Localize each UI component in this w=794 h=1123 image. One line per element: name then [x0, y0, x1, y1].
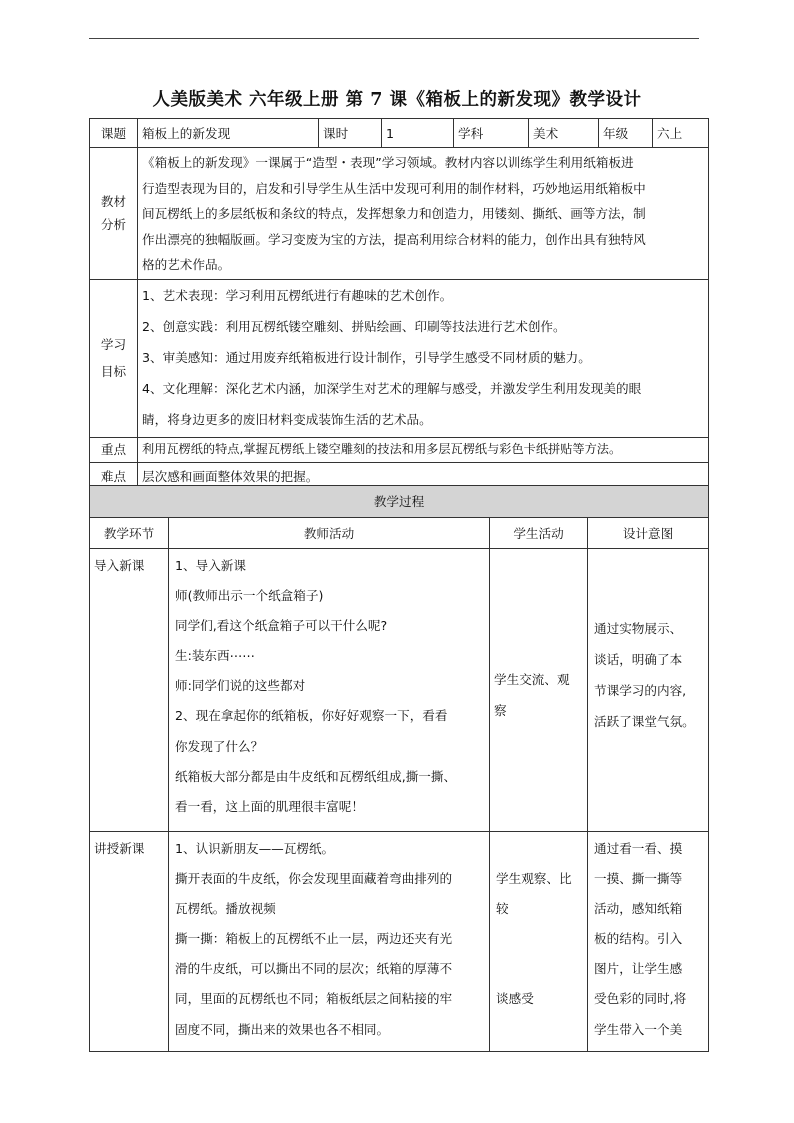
text-line: 1、艺术表现：学习利用瓦楞纸进行有趣味的艺术创作。: [142, 287, 453, 303]
text-line: 撕一撕：箱板上的瓦楞纸不止一层，两边还夹有光: [175, 931, 453, 947]
analysis-label: 教材 分析: [90, 148, 138, 280]
text-line: 4、文化理解：深化艺术内涵，加深学生对艺术的理解与感受，并激发学生利用发现美的眼: [142, 380, 642, 396]
text-line: 滑的牛皮纸，可以撕出不同的层次；纸箱的厚薄不: [175, 961, 453, 977]
text-line: 同，里面的瓦楞纸也不同；箱板纸层之间粘接的牢: [175, 991, 453, 1007]
header-rule: [89, 38, 699, 39]
teacher-activity: [169, 832, 490, 1052]
analysis-text: [138, 148, 709, 280]
grade-value: 六上: [653, 119, 709, 148]
design-intent: 通过实物展示、 谈话，明确了本 节课学习的内容, 活跃了课堂气氛。: [588, 549, 709, 832]
key-point-label: 重点: [90, 437, 138, 462]
hours-label: 课时: [319, 119, 382, 148]
process-header: 教学过程: [90, 486, 709, 518]
subject-label: 学科: [454, 119, 529, 148]
column-header: 教学环节: [90, 518, 169, 549]
text-line: 行造型表现为目的，启发和引导学生从生活中发现可利用的制作材料，巧妙地运用纸箱板中: [142, 180, 646, 196]
column-header: 设计意图: [588, 518, 709, 549]
text-line: 3、审美感知：通过用废弃纸箱板进行设计制作，引导学生感受不同材质的魅力。: [142, 349, 591, 365]
text-line: 瓦楞纸。播放视频: [175, 901, 276, 917]
subject-value: 美术: [529, 119, 599, 148]
table-row: [90, 549, 709, 832]
text-line: 1、认识新朋友——瓦楞纸。: [175, 841, 335, 856]
objectives-text: [138, 279, 709, 437]
text-line: 看一看，这上面的肌理很丰富呢！: [175, 798, 364, 814]
text-line: 师(教师出示一个纸盒箱子): [175, 588, 324, 604]
teacher-activity: [169, 549, 490, 832]
column-header: 教师活动: [169, 518, 490, 549]
key-point-text: 利用瓦楞纸的特点,掌握瓦楞纸上镂空雕刻的技法和用多层瓦楞纸与彩色卡纸拼贴等方法。: [138, 437, 709, 462]
hours-value: 1: [382, 119, 454, 148]
text-line: 纸箱板大部分都是由牛皮纸和瓦楞纸组成,撕一撕、: [175, 768, 457, 784]
text-line: 1、导入新课: [175, 558, 246, 573]
text-line: 2、创意实践：利用瓦楞纸镂空雕刻、拼贴绘画、印刷等技法进行艺术创作。: [142, 318, 566, 334]
stage-cell: 导入新课: [90, 549, 169, 832]
objectives-label: 学习 目标: [90, 279, 138, 437]
design-intent: 通过看一看、摸 一摸、撕一撕等 活动，感知纸箱 板的结构。引入 图片，让学生感 受色彩的同时,将 学生带入一个美: [588, 832, 709, 1052]
text-line: 间瓦楞纸上的多层纸板和条纹的特点，发挥想象力和创造力，用镂刻、撕纸、画等方法，制: [142, 206, 646, 221]
text-line: 睛，将身边更多的废旧材料变成装饰生活的艺术品。: [142, 411, 432, 427]
text-line: 格的艺术作品。: [142, 257, 231, 272]
text-line: 作出漂亮的独幅版画。学习变废为宝的方法，提高利用综合材料的能力，创作出具有独特风: [142, 231, 646, 247]
difficulty-label: 难点: [90, 462, 138, 490]
text-line: 固度不同，撕出来的效果也各不相同。: [175, 1021, 390, 1037]
teaching-process-table: [89, 485, 709, 1052]
column-header: 学生活动: [490, 518, 588, 549]
text-line: 你发现了什么？: [175, 738, 264, 754]
text-line: 2、现在拿起你的纸箱板，你好好观察一下，看看: [175, 708, 448, 724]
table-row: [90, 832, 709, 1052]
text-line: 生:装东西⋯⋯: [175, 648, 255, 664]
topic-value: 箱板上的新发现: [138, 119, 319, 148]
text-line: 撕开表面的牛皮纸，你会发现里面藏着弯曲排列的: [175, 871, 453, 887]
difficulty-text: 层次感和画面整体效果的把握。: [138, 462, 709, 490]
text-line: 同学们,看这个纸盒箱子可以干什么呢?: [175, 618, 388, 634]
student-activity: 学生交流、观 察: [490, 549, 588, 832]
grade-label: 年级: [599, 119, 653, 148]
text-line: 《箱板上的新发现》一课属于“造型・表现”学习领域。教材内容以训练学生利用纸箱板进: [142, 155, 634, 170]
topic-label: 课题: [90, 119, 138, 148]
page-title: 人美版美术 六年级上册 第 7 课《箱板上的新发现》教学设计: [152, 90, 642, 110]
lesson-info-table: [89, 118, 709, 491]
stage-cell: 讲授新课: [90, 832, 169, 1052]
text-line: 师:同学们说的这些都对: [175, 678, 306, 694]
student-activity: 学生观察、比 较 谈感受: [490, 832, 588, 1052]
